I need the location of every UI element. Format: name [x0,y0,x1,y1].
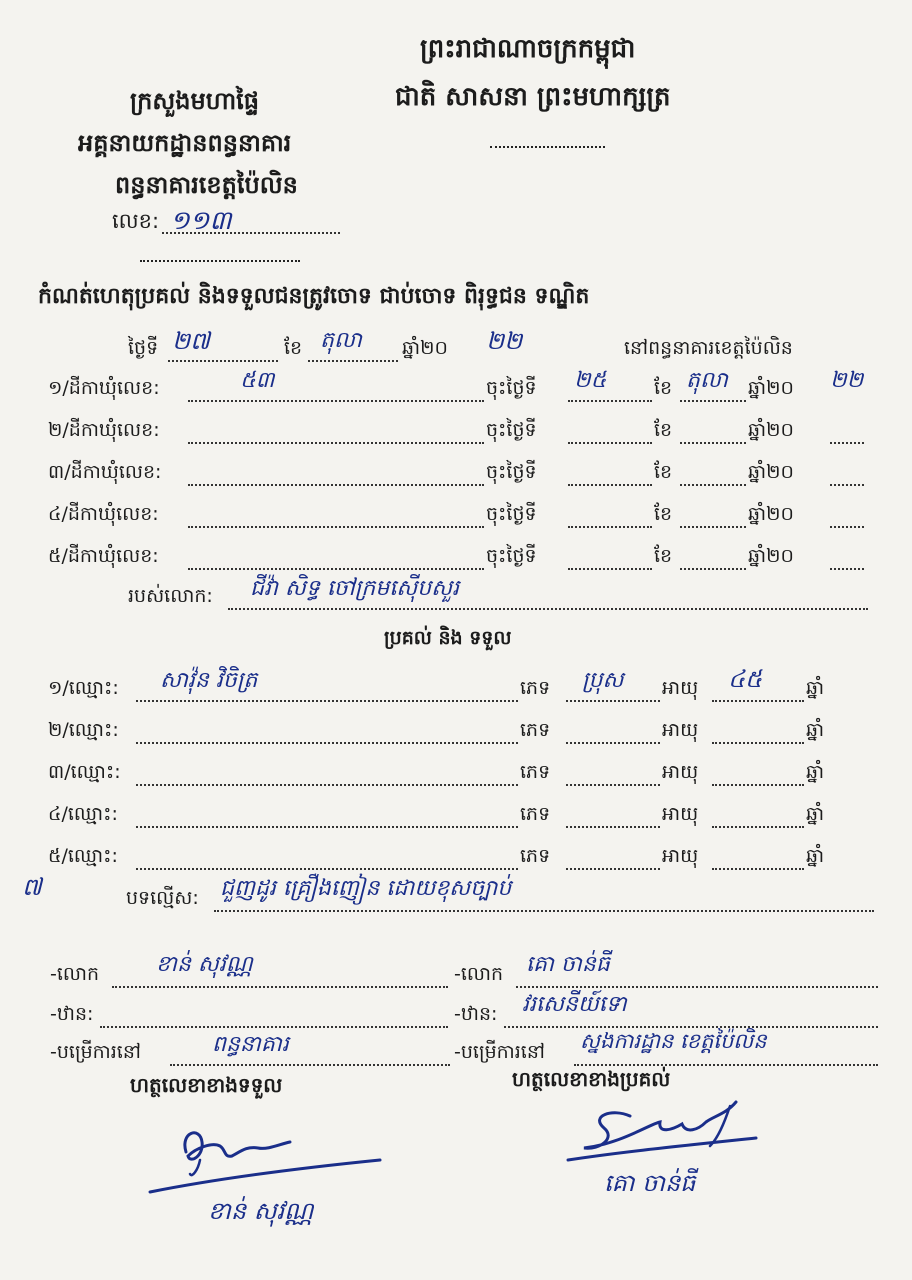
warrant-date-label-2: ចុះថ្ងៃទី [486,419,537,441]
receiver-signature-name: ខាន់ សុវណ្ណ [208,1197,314,1225]
warrant-month-label-2: ខែ [654,419,673,441]
warrant-year-label-5: ឆ្នាំ២០ [748,545,794,567]
prison-heading: ពន្ធនាគារខេត្តប៉ៃលិន [115,171,298,199]
receiver-name-label: -លោក [50,963,100,985]
offense-label: បទល្មើស: [126,887,199,909]
warrant-date-label-3: ចុះថ្ងៃទី [486,461,537,483]
warrant-year-label-4: ឆ្នាំ២០ [748,503,794,525]
header-ornament [140,260,300,262]
ministry-heading: ក្រសួងមហាផ្ទៃ [130,87,260,115]
date-year-label: ឆ្នាំ២០ [402,337,448,359]
person-unit-2: ឆ្នាំ [806,719,825,741]
receiver-name-value: ខាន់ សុវណ្ណ [156,952,253,977]
person-sex-1: ប្រុស [582,668,624,693]
receiver-rank-label: -ឋាន: [50,1003,94,1025]
deliverer-unit-value: ស្នងការដ្ឋាន ខេត្តប៉ៃលិន [580,1029,767,1053]
department-heading: អគ្គនាយកដ្ឋានពន្ធនាគារ [78,129,292,157]
owner-value: ជីវ៉ា សិទ្ធ ចៅក្រមស៊ើបសួរ [250,576,460,601]
motto-ornament [490,146,605,148]
warrant-day-1: ២៥ [574,368,607,393]
person-sex-label-3: ភេទ [520,761,551,783]
warrant-month-label-3: ខែ [654,461,673,483]
person-unit-1: ឆ្នាំ [806,677,825,699]
person-label-5: ៥/ឈ្មោះ: [48,845,118,867]
person-age-label-4: អាយុ [662,803,699,825]
person-age-label-5: អាយុ [662,845,699,867]
warrant-year-label-2: ឆ្នាំ២០ [748,419,794,441]
person-label-1: ១/ឈ្មោះ: [48,677,119,699]
person-label-4: ៤/ឈ្មោះ: [48,803,118,825]
deliverer-signature-label: ហត្ថលេខាខាងប្រគល់ [512,1067,671,1091]
warrant-year-label-3: ឆ្នាំ២០ [748,461,794,483]
receiver-unit-label: -បម្រើការនៅ [50,1041,141,1063]
warrant-label-2: ២/ដីកាឃុំលេខ: [48,419,160,441]
kingdom-heading: ព្រះរាជាណាចក្រកម្ពុជា [420,34,636,64]
deliverer-rank-value: វរសេនីយ៍ទោ [522,992,627,1017]
date-month-label: ខែ [284,337,303,359]
receiver-signature-mark [140,1112,400,1202]
handover-heading: ប្រគល់ និង ទទួល [384,627,512,649]
warrant-date-label-4: ចុះថ្ងៃទី [486,503,537,525]
warrant-number-1: ៥៣ [240,368,275,393]
person-age-1: ៤៥ [728,665,762,693]
person-sex-label-2: ភេទ [520,719,551,741]
person-unit-3: ឆ្នាំ [806,761,825,783]
warrant-date-label-1: ចុះថ្ងៃទី [486,377,537,399]
warrant-month-label-1: ខែ [654,377,673,399]
warrant-year-1: ២២ [830,368,864,393]
warrant-month-1: តុលា [686,368,728,393]
person-age-label-1: អាយុ [662,677,699,699]
warrant-label-5: ៥/ដីកាឃុំលេខ: [48,545,159,567]
person-label-2: ២/ឈ្មោះ: [48,719,119,741]
warrant-label-1: ១/ដីកាឃុំលេខ: [48,377,160,399]
person-unit-4: ឆ្នាំ [806,803,825,825]
person-sex-label-4: ភេទ [520,803,551,825]
number-value: ១១៣ [170,206,232,236]
warrant-month-label-5: ខែ [654,545,673,567]
receiver-unit-value: ពន្ធនាគារ [212,1032,289,1057]
owner-label: របស់លោក: [128,585,213,607]
date-place: នៅពន្ធនាគារខេត្តប៉ៃលិន [624,337,793,359]
number-label: លេខ: [112,209,160,233]
offense-margin-note: ៧ [22,873,42,901]
person-sex-label-5: ភេទ [520,845,551,867]
warrant-label-4: ៤/ដីកាឃុំលេខ: [48,503,159,525]
warrant-year-label-1: ឆ្នាំ២០ [748,377,794,399]
person-label-3: ៣/ឈ្មោះ: [48,761,121,783]
warrant-month-label-4: ខែ [654,503,673,525]
date-day-value: ២៧ [172,327,210,355]
deliverer-name-label: -លោក [454,963,504,985]
warrant-label-3: ៣/ដីកាឃុំលេខ: [48,461,162,483]
date-year-value: ២២ [486,327,523,355]
deliverer-unit-label: -បម្រើការនៅ [454,1041,545,1063]
date-month-value: តុលា [320,328,362,353]
person-unit-5: ឆ្នាំ [806,845,825,867]
warrant-date-label-5: ចុះថ្ងៃទី [486,545,537,567]
person-age-label-3: អាយុ [662,761,699,783]
deliverer-rank-label: -ឋាន: [454,1003,498,1025]
deliverer-signature-mark [560,1094,800,1174]
receiver-signature-label: ហត្ថលេខាខាងទទួល [130,1073,283,1097]
deliverer-name-value: គោ ចាន់ធី [526,952,610,977]
offense-value: ជួញដូរ គ្រឿងញៀន ដោយខុសច្បាប់ [220,876,512,901]
document-title: កំណត់ហេតុប្រគល់ និងទទួលជនត្រូវចោទ ជាប់ចោទ ពិរុទ្ធជន ទណ្ឌិត [38,284,590,309]
deliverer-signature-name: គោ ចាន់ធី [604,1169,696,1197]
person-age-label-2: អាយុ [662,719,699,741]
person-name-1: សាវ៉ុន វិចិត្រ [160,668,258,693]
person-sex-label-1: ភេទ [520,677,551,699]
motto-heading: ជាតិ សាសនា ព្រះមហាក្សត្រ [395,82,671,112]
date-day-label: ថ្ងៃទី [128,337,159,359]
